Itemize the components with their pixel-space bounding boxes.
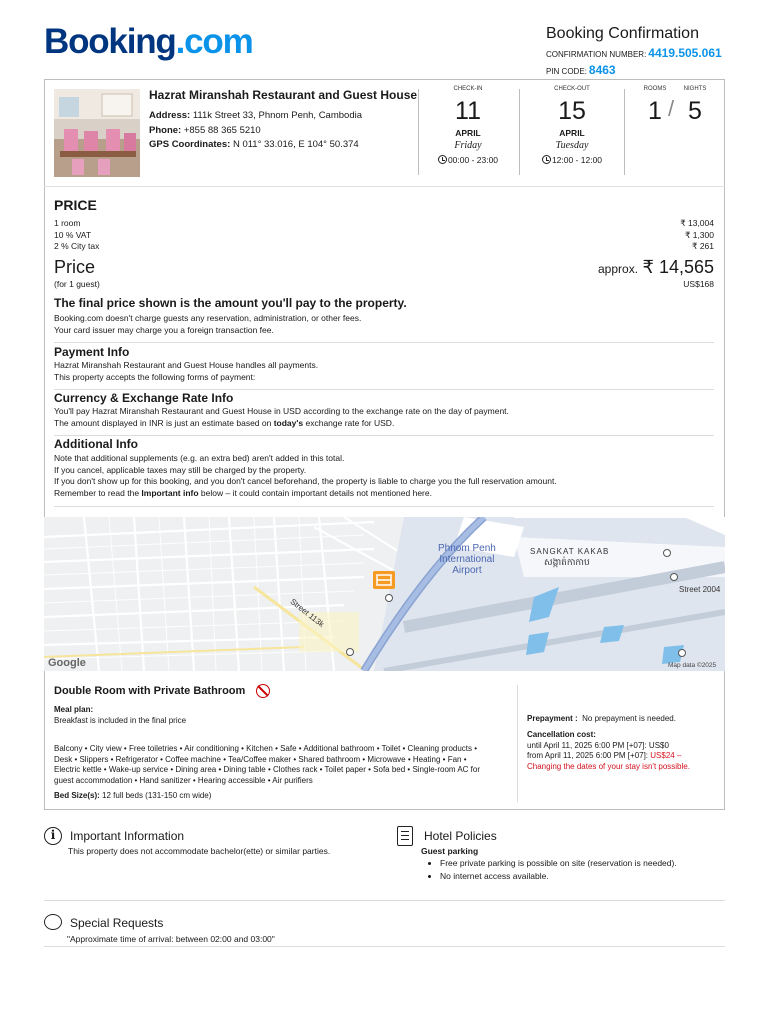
checkout-day: 15 bbox=[558, 97, 586, 125]
meal-plan: Meal plan: Breakfast is included in the final price bbox=[54, 705, 187, 725]
important-text: This property does not accommodate bachelor(ette) or similar parties. bbox=[68, 846, 331, 856]
divider bbox=[44, 900, 725, 901]
price-total: approx. ₹ 14,565 bbox=[598, 257, 714, 277]
hotel-name: Hazrat Miranshah Restaurant and Guest House bbox=[149, 88, 418, 102]
final-price-text: Booking.com doesn't charge guests any reservation, administration, or other fees. Your card issuer may charge you a foreign transaction fee. bbox=[54, 313, 362, 335]
divider bbox=[519, 89, 520, 175]
checkin-day: 11 bbox=[455, 97, 481, 125]
bed-size: Bed Size(s): 12 full beds (131-150 cm wide) bbox=[54, 791, 212, 800]
rooms-count: ROOMS 1 bbox=[643, 86, 667, 125]
divider bbox=[517, 685, 518, 802]
google-logo: Google bbox=[48, 657, 86, 669]
clock-icon bbox=[542, 155, 551, 164]
location-map[interactable] bbox=[44, 517, 725, 671]
confirmation-header bbox=[546, 25, 722, 77]
speech-bubble-icon bbox=[44, 914, 62, 930]
prepayment: Prepayment : No prepayment is needed. bbox=[527, 714, 676, 723]
list-item: • No internet access available. bbox=[440, 870, 677, 883]
divider bbox=[54, 435, 714, 436]
map-street-label: Street 2004 bbox=[679, 585, 721, 594]
map-street-label: Street 113k bbox=[288, 597, 326, 629]
clock-icon bbox=[438, 155, 447, 164]
special-requests-text: "Approximate time of arrival: between 02:00 and 03:00" bbox=[67, 934, 275, 944]
map-district-khmer: សង្កាត់កាកាប bbox=[544, 557, 590, 567]
pin-code: PIN CODE: 8463 bbox=[546, 63, 616, 77]
hotel-details bbox=[149, 109, 362, 153]
guest-count: (for 1 guest) bbox=[54, 279, 100, 289]
currency-heading: Currency & Exchange Rate Info bbox=[54, 391, 234, 405]
price-line: 10 % VAT ₹ 1,300 bbox=[54, 229, 714, 240]
divider bbox=[44, 946, 725, 947]
hotel-phone: Phone: +855 88 365 5210 bbox=[149, 124, 261, 136]
divider bbox=[54, 506, 714, 507]
nights-count: NIGHTS 5 bbox=[683, 86, 707, 125]
hotel-photo bbox=[54, 89, 140, 177]
page-title: Booking Confirmation bbox=[546, 25, 699, 42]
confirmation-number: CONFIRMATION NUMBER: 4419.505.061 bbox=[546, 46, 722, 60]
info-icon: i bbox=[44, 827, 62, 845]
price-usd: US$168 bbox=[683, 279, 714, 289]
map-airport-label: Phnom Penh International Airport bbox=[438, 543, 496, 576]
price-line: 1 room ₹ 13,004 bbox=[54, 218, 714, 228]
hotel-gps: GPS Coordinates: N 011° 33.016, E 104° 50.374 bbox=[149, 139, 359, 150]
additional-heading: Additional Info bbox=[54, 437, 138, 451]
cancellation-cost: Cancellation cost: until April 11, 2025 6:00 PM [+07]: US$0 from April 11, 2025 6:00 PM [+07]: US$24 – Changing the dates of your stay isn't possible. bbox=[527, 730, 690, 771]
checkin-block: CHECK-IN 11 APRIL Friday 00:00 - 23:00 bbox=[418, 86, 518, 165]
checkout-block: CHECK-OUT 15 APRIL Tuesday 12:00 - 12:00 bbox=[522, 86, 622, 165]
price-line: 2 % City tax ₹ 261 bbox=[54, 241, 714, 251]
guest-parking-heading: Guest parking bbox=[421, 846, 479, 856]
hotel-address: Address: 111k Street 33, Phnom Penh, Cambodia bbox=[149, 110, 362, 121]
slash-divider: / bbox=[668, 96, 675, 121]
map-credit: Map data ©2025 bbox=[668, 662, 717, 669]
room-title: Double Room with Private Bathroom bbox=[54, 685, 246, 697]
price-total-label: Price bbox=[54, 257, 96, 277]
room-amenities: Balcony • City view • Free toiletries • Air conditioning • Kitchen • Safe • Additional bathroom • Toilet • Cleaning products • Desk • Slippers • Refrigerator • Coffee machine • Tea/Coffee maker • Shared bathroom • Microwave • Heating • Fan • Electric kettle • Wake-up service • Dining area • Dining table • Clothes rack • Toilet paper • Sofa bed • Single-room AC for guest accommodation • Hand sanitizer • Hearing accessible • Air purifiers bbox=[54, 744, 481, 785]
currency-text: You'll pay Hazrat Miranshah Restaurant and Guest House in USD according to the exchange rate on the day of payment. The amount displayed in INR is just an estimate based on today's exchange rate for USD. bbox=[54, 406, 509, 428]
policy-document-icon bbox=[397, 826, 413, 846]
price-heading: PRICE bbox=[54, 197, 97, 213]
additional-text: Note that additional supplements (e.g. an extra bed) aren't added in this total. If you cancel, applicable taxes may still be charged by the property. If you don't show up for this booking, and you don't cancel beforehand, the property is liable to charge you the full reservation amount. Remember to read the Important info below – it could contain important details not mentioned here. bbox=[54, 453, 557, 498]
policies-heading: Hotel Policies bbox=[424, 829, 497, 843]
final-price-heading: The final price shown is the amount you'll pay to the property. bbox=[54, 296, 407, 310]
confirmation-frame bbox=[44, 79, 725, 810]
divider bbox=[54, 342, 714, 343]
booking-logo: Booking.com bbox=[44, 22, 253, 61]
payment-heading: Payment Info bbox=[54, 345, 130, 359]
list-item: • Free private parking is possible on site (reservation is needed). bbox=[440, 857, 677, 870]
policies-list bbox=[440, 857, 677, 882]
special-requests-heading: Special Requests bbox=[70, 916, 164, 930]
divider bbox=[624, 89, 625, 175]
important-heading: Important Information bbox=[70, 829, 185, 843]
no-smoking-icon bbox=[256, 684, 270, 698]
map-district-label: SANGKAT KAKAB bbox=[530, 547, 610, 556]
payment-text: Hazrat Miranshah Restaurant and Guest House handles all payments. This property accepts the following forms of payment: bbox=[54, 360, 319, 382]
divider bbox=[44, 186, 725, 187]
divider bbox=[54, 389, 714, 390]
